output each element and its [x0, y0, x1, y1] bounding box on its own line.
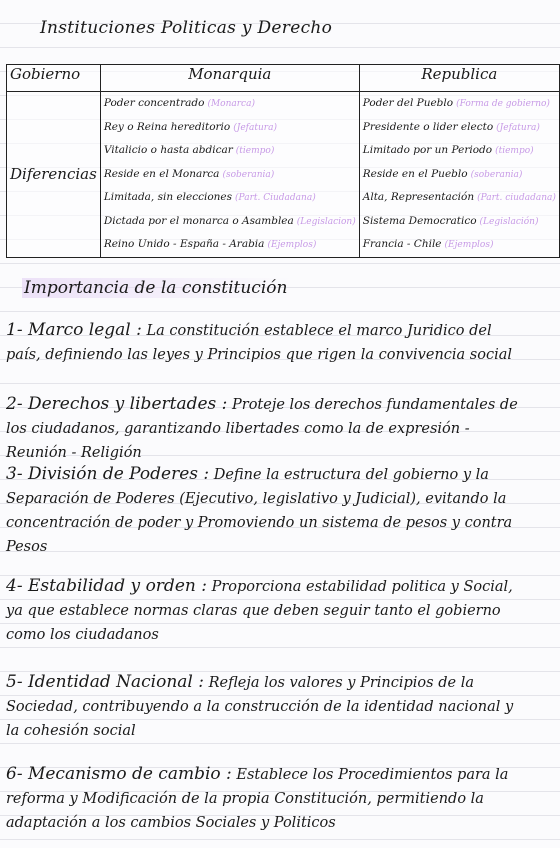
table-body-row — [7, 92, 560, 258]
monarquia-item — [104, 139, 356, 163]
item-note: (Forma de gobierno) — [456, 99, 550, 109]
republica-item — [363, 139, 556, 163]
republica-item — [363, 186, 556, 210]
comparison-table — [6, 64, 560, 258]
item-note: (Part. ciudadana) — [477, 193, 556, 203]
header-monarquia: Monarquia — [100, 65, 359, 92]
item-text: Presidente o lider electo — [362, 120, 494, 133]
point-heading: 6- Mecanismo de cambio : — [6, 764, 232, 784]
item-note: (Legislacion) — [296, 216, 356, 227]
item-text: Reside en el Pueblo — [362, 167, 468, 180]
monarquia-item — [104, 116, 356, 140]
point-body: Proporciona estabilidad politica y Social, ya que establece normas claras que deben seguir tanto el gobierno como los ciudadanos — [6, 579, 513, 643]
importance-point — [6, 574, 522, 647]
item-note: (Jefatura) — [233, 122, 277, 133]
page-title: Instituciones Politicas y Derecho — [40, 18, 333, 38]
item-text: Limitada, sin elecciones — [103, 191, 233, 203]
item-text: Francia - Chile — [362, 238, 442, 250]
republica-item — [363, 92, 556, 116]
republica-item — [363, 210, 556, 234]
republica-column — [359, 92, 559, 258]
item-note: (tiempo) — [235, 146, 275, 156]
item-note: (Ejemplos) — [444, 240, 494, 250]
monarquia-column — [100, 92, 359, 258]
item-note: (Part. Ciudadana) — [235, 193, 316, 203]
item-note: (Jefatura) — [496, 122, 540, 133]
item-text: Poder concentrado — [103, 97, 205, 109]
monarquia-item — [104, 233, 356, 257]
point-body: Establece los Procedimientos para la reforma y Modificación de la propia Constitución, permitiendo la adaptación a los cambios Sociales y Politicos — [6, 767, 509, 831]
item-text: Reside en el Monarca — [103, 167, 220, 180]
item-text: Vitalicio o hasta abdicar — [103, 144, 233, 156]
monarquia-item — [104, 163, 356, 187]
point-heading: 3- División de Poderes : — [6, 464, 210, 484]
monarquia-item — [104, 186, 356, 210]
point-heading: 1- Marco legal : — [6, 320, 142, 340]
point-body: Proteje los derechos fundamentales de los ciudadanos, garantizando libertades como la de expresión - Reunión - Religión — [6, 397, 518, 461]
item-text: Reino Unido - España - Arabia — [103, 238, 265, 250]
item-text: Dictada por el monarca o Asamblea — [103, 214, 294, 227]
republica-item — [363, 163, 556, 187]
importance-point — [6, 670, 522, 743]
point-heading: 2- Derechos y libertades : — [6, 394, 228, 414]
item-text: Alta, Representación — [362, 191, 475, 203]
importance-point — [6, 462, 522, 559]
item-text: Sistema Democratico — [362, 214, 477, 227]
item-note: (Ejemplos) — [267, 240, 317, 250]
monarquia-item — [104, 210, 356, 234]
section-title: Importancia de la constitución — [22, 278, 293, 298]
point-heading: 4- Estabilidad y orden : — [6, 576, 207, 596]
point-body: Refleja los valores y Principios de la Sociedad, contribuyendo a la construcción de la identidad nacional y la cohesión social — [6, 675, 514, 739]
item-text: Poder del Pueblo — [362, 97, 454, 109]
row-label-diferencias: Diferencias — [7, 92, 101, 258]
item-note: (Monarca) — [207, 99, 255, 109]
point-body: La constitución establece el marco Juridico del país, definiendo las leyes y Principios que rigen la convivencia social — [6, 323, 513, 363]
header-gobierno: Gobierno — [7, 65, 101, 92]
monarquia-item — [104, 92, 356, 116]
republica-item — [363, 233, 556, 257]
item-note: (Legislación) — [479, 216, 539, 227]
point-body: Define la estructura del gobierno y la Separación de Poderes (Ejecutivo, legislativo y Judicial), evitando la concentración de poder y Promoviendo un sistema de pesos y contra Pesos — [6, 467, 513, 555]
point-heading: 5- Identidad Nacional : — [6, 672, 204, 692]
item-note: (tiempo) — [495, 146, 534, 156]
header-republica: Republica — [359, 65, 559, 92]
item-note: (soberania) — [470, 169, 523, 180]
importance-point — [6, 318, 522, 367]
item-note: (soberania) — [222, 169, 275, 180]
importance-point — [6, 392, 522, 465]
importance-point — [6, 762, 522, 835]
table-header-row — [7, 65, 560, 92]
republica-item — [363, 116, 556, 140]
item-text: Limitado por un Periodo — [362, 144, 493, 156]
item-text: Rey o Reina hereditorio — [103, 120, 231, 133]
